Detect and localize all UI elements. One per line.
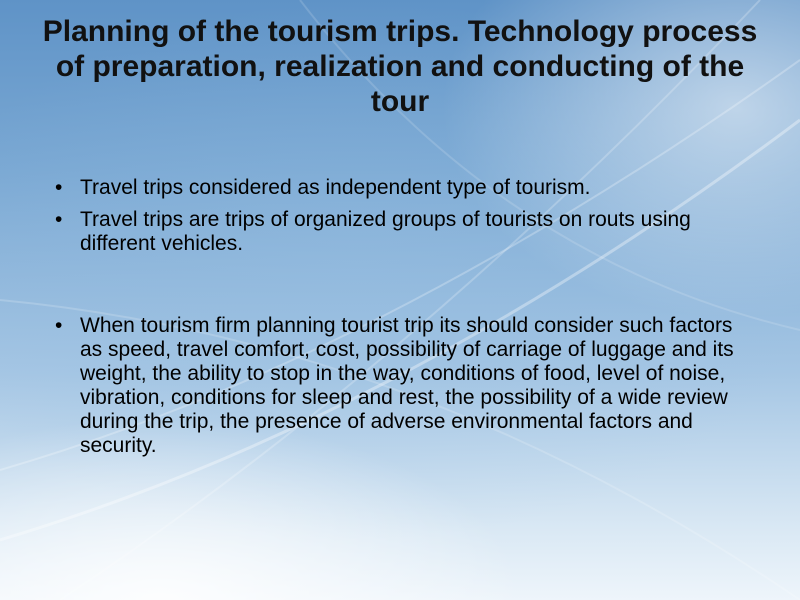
bullet-item [52,208,742,256]
bullet-text: Travel trips are trips of organized groups of tourists on routs using different vehicles. [80,208,691,255]
bullet-icon: • [55,208,63,231]
bullet-list [52,176,742,466]
slide-title: Planning of the tourism trips. Technology process of preparation, realization and conducting of the tour [42,15,758,118]
bullet-item [52,314,742,458]
bullet-text: Travel trips considered as independent type of tourism. [80,176,591,199]
bullet-text: When tourism firm planning tourist trip its should consider such factors as speed, travel comfort, cost, possibility of carriage of luggage and its weight, the ability to stop in the way, conditions of food, level of noise, vibration, conditions for sleep and rest, the possibility of a wide review during the trip, the presence of adverse environmental factors and security. [80,314,734,457]
bullet-icon: • [55,176,63,199]
bullet-item [52,176,742,200]
bullet-icon: • [55,314,63,337]
